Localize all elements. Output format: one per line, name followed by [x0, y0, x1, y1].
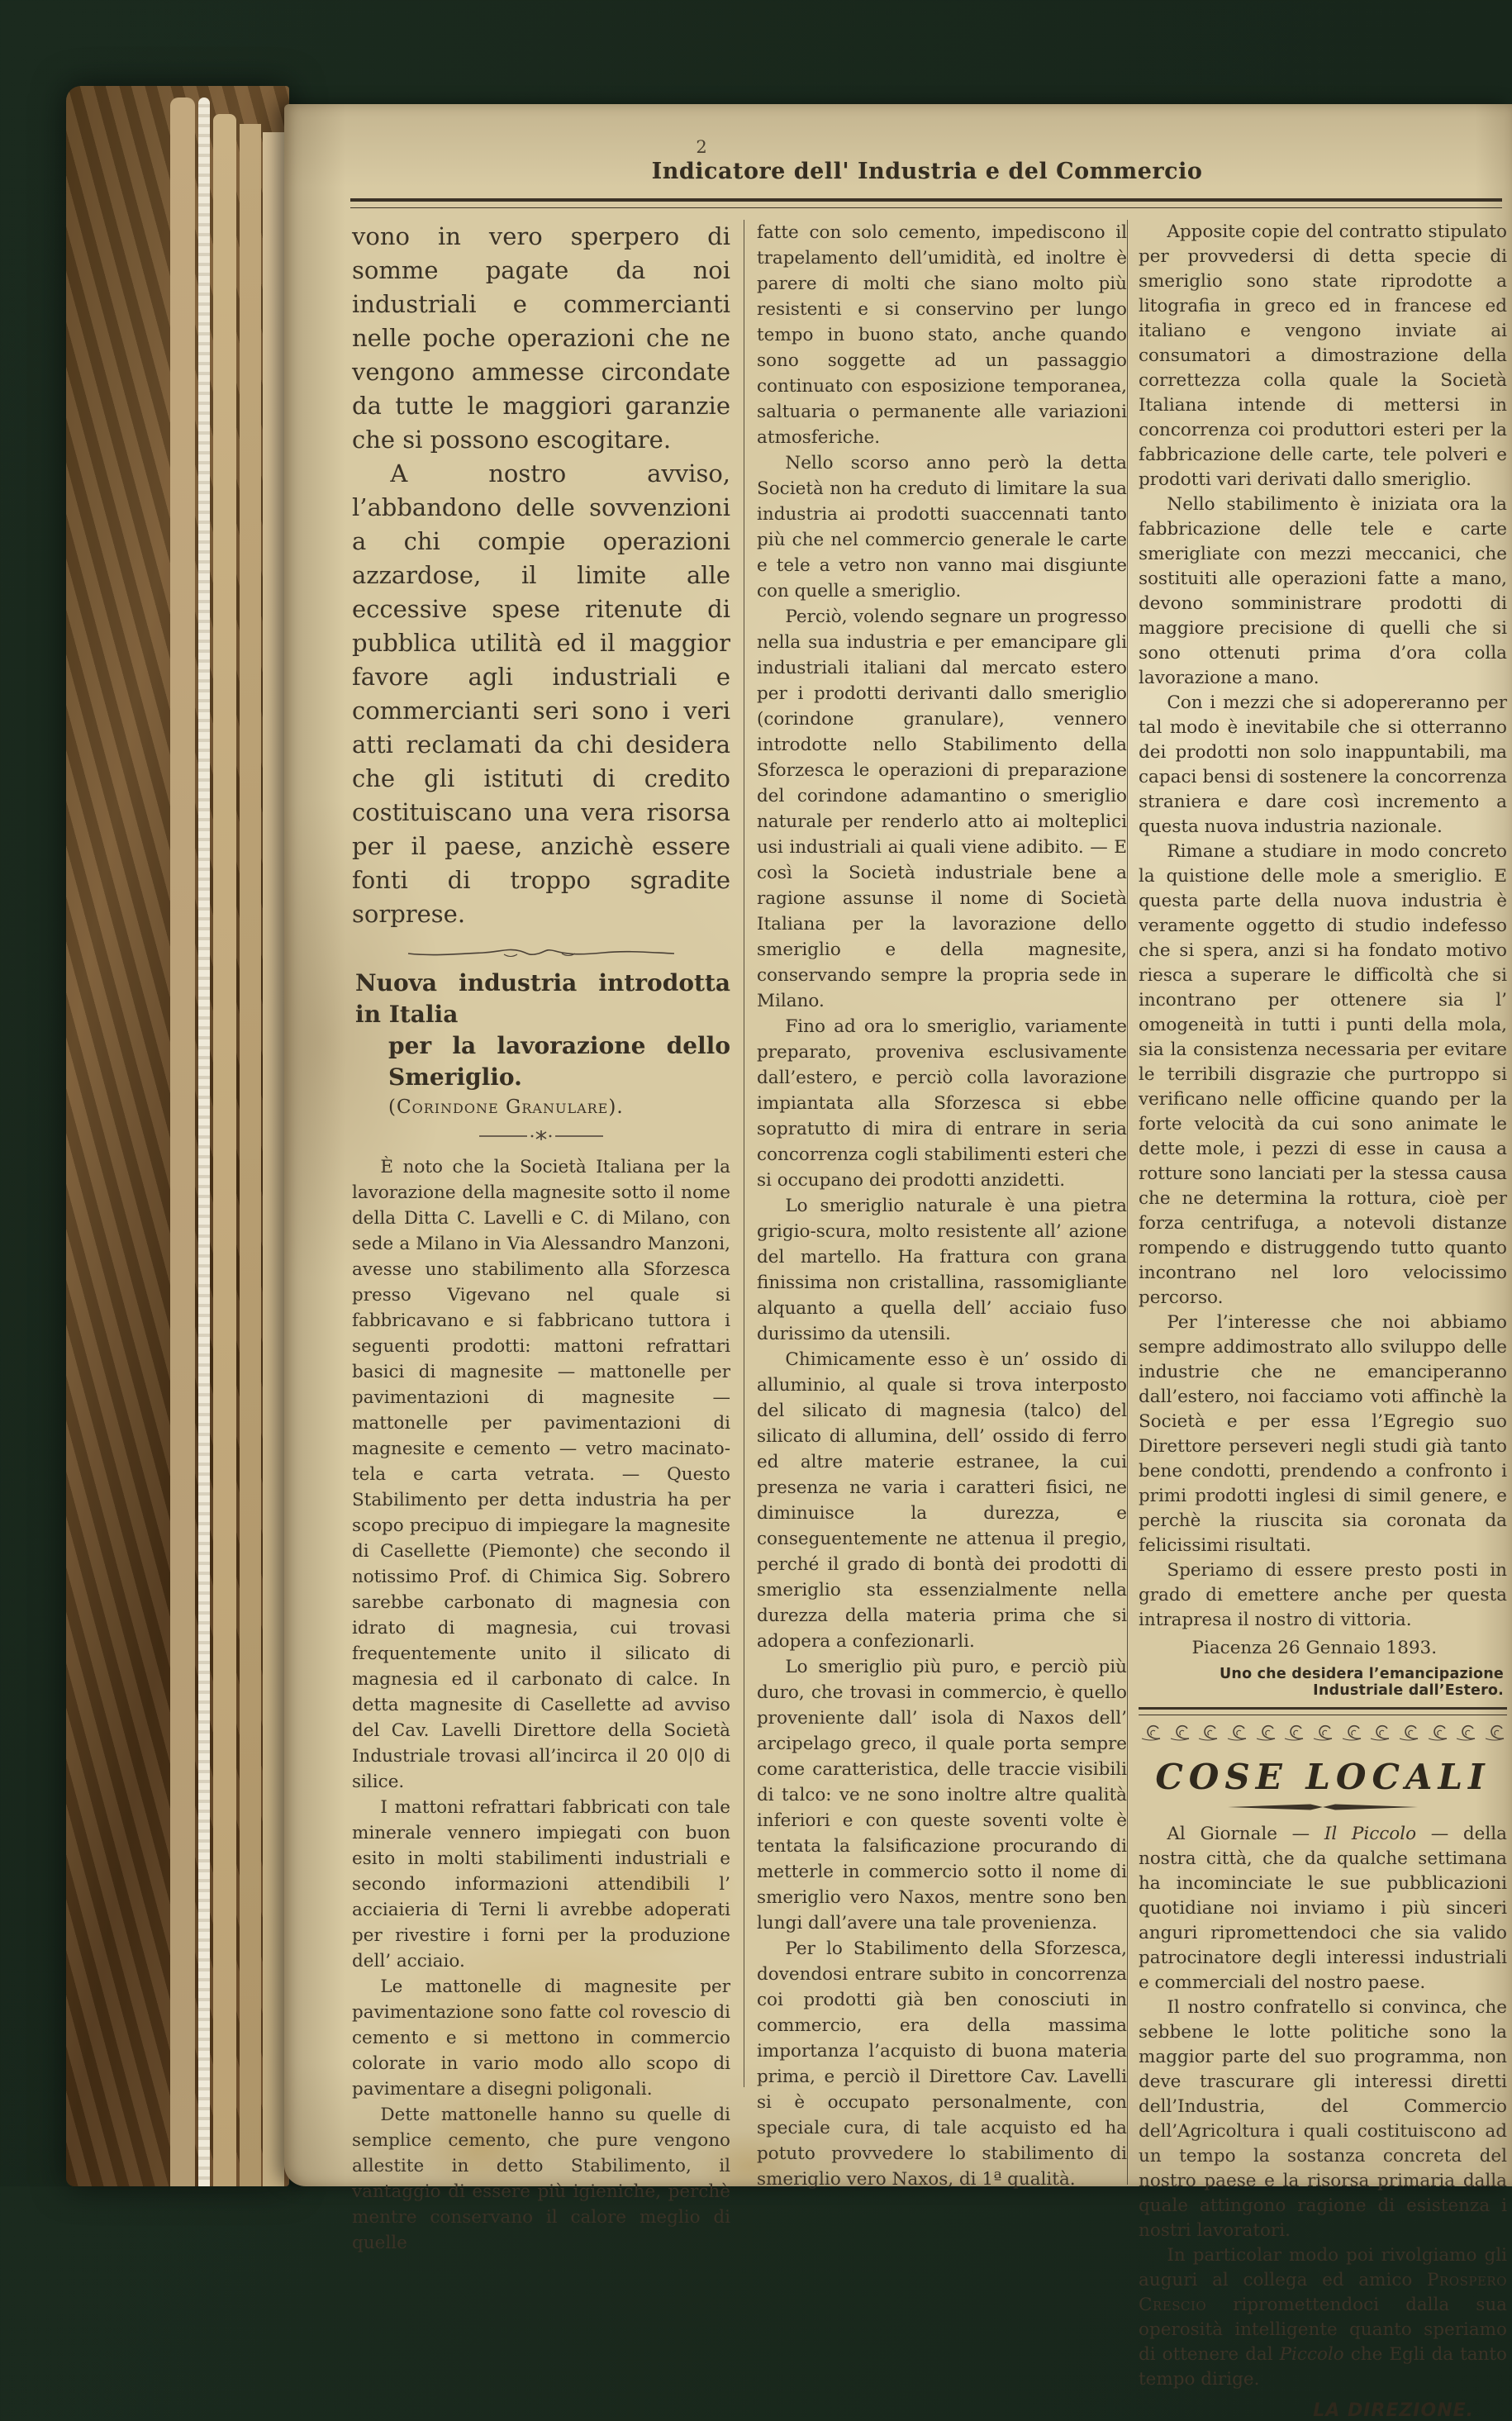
article-title-line1: Nuova industria introdotta in Italia: [355, 969, 730, 1028]
dateline: Piacenza 26 Gennaio 1893.: [1191, 1638, 1438, 1658]
big-text-section: [352, 220, 730, 931]
article-body: [352, 1154, 730, 2256]
paragraph: In particolar modo poi rivolgiamo gli auguri al collega ed amico Prospero Crescio ripromettendoci dalla sua operosità intelligente quanto speriamo di ottenere dal Piccolo che Egli da tanto tempo dirige.: [1139, 2245, 1507, 2390]
text-emphasis: Il Piccolo: [1324, 1824, 1417, 1844]
scroll-ornament-icon: [1140, 1724, 1162, 1741]
scroll-ornament-icon: [1484, 1724, 1505, 1741]
page-edge-strip: [263, 132, 284, 2186]
scroll-ornament-icon: [1169, 1724, 1191, 1741]
paragraph: È noto che la Società Italiana per la lavorazione della magnesite sotto il nome della Ditta C. Lavelli e C. di Milano, con sede a Milano in Via Alessandro Manzoni, avesse uno stabilimento alla Sforzesca presso Vigevano nel quale si fabbricavano e si fabbricano tuttora i seguenti prodotti: mattoni refrattari basici di magnesite — mattonelle per pavimentazioni di magnesite — mattonelle per pavimentazioni di magnesite e cemento — vetro macinato-tela e carta vetrata. — Questo Stabilimento per detta industria ha per scopo precipuo di impiegare la magnesite di Casellette (Piemonte) che secondo il notissimo Prof. di Chimica Sig. Sobrero sarebbe carbonato di magnesia con idrato di magnesia, cui trovasi frequentemente unito il silicato di magnesia ed il carbonato di calce. In detta magnesite di Casellette ad avviso del Cav. Lavelli Direttore della Società Industriale trovasi all’incirca il 20 0|0 di silice.: [352, 1157, 730, 1792]
article-title-line2: per la lavorazione dello Smeriglio.: [388, 1032, 730, 1091]
scroll-ornament-icon: [1283, 1724, 1305, 1741]
scroll-ornament-icon: [1427, 1724, 1448, 1741]
column-2-body: [757, 220, 1127, 2192]
header-rule: [350, 198, 1502, 208]
scroll-ornament-icon: [1398, 1724, 1419, 1741]
paragraph: Al Giornale — Il Piccolo — della nostra città, che da qualche settimana ha incominciate le sue pubblicazioni quotidiane noi inviamo i più sinceri anguri ripromettendoci che sia valido patrocinatore degli interessi industriali e commerciali del nostro paese.: [1139, 1824, 1507, 1993]
journal-title: Indicatore dell' Industria e del Commercio: [651, 159, 1203, 184]
section-signoff: LA DIREZIONE.: [1313, 2400, 1474, 2421]
column-3-body: [1139, 220, 1507, 1633]
scroll-ornament-icon: [1226, 1724, 1248, 1741]
paragraph: Rimane a studiare in modo concreto la quistione delle mole a smeriglio. E questa parte della nuova industria è veramente oggetto di studio indefesso che si spera, anzi si ha fondato motivo riesca a superare le difficoltà che si incontrano per ottenere sia l’ omogeneità in tutti i punti della mola, sia la consistenza necessaria per evitare le terribili disgrazie che purtroppo si verificano nelle officine quando per la forte velocità da cui sono animate le dette mole, i pezzi di esse in causa a rotture sono lanciati per la stessa causa che ne determina la rottura, cioè per forza centrifuga, a notevoli distanze rompendo e distruggendo tutto quanto incontrano nel loro velocissimo percorso.: [1139, 841, 1507, 1308]
paragraph: Chimicamente esso è un’ ossido di alluminio, al quale si trova interposto del silicato di magnesia (talco) del silicato di allumina, dell’ ossido di ferro ed altre materie estranee, la cui presenza ne varia i caratteri fisici, ne diminuisce la durezza, e conseguentemente ne attenua il pregio, perché il grado di bontà dei prodotti di smeriglio sta essenzialmente nella durezza della materia prima che si adopera a confezionarli.: [757, 1349, 1127, 1652]
paragraph: Per l’interesse che noi abbiamo sempre addimostrato allo sviluppo delle industrie che ne emanciperanno dall’estero, noi facciamo voti affinchè la Società e per essa l’Egregio suo Direttore perseveri negli studi già tanto bene condotti, prendendo a confronto i primi prodotti inglesi di simil genere, e perchè la riuscita sia coronata da felicissimi risultati.: [1139, 1312, 1507, 1556]
scroll-ornament-icon: [1369, 1724, 1391, 1741]
squiggle-divider-icon: [405, 946, 678, 959]
scroll-ornament-icon: [1455, 1724, 1476, 1741]
paragraph: Nello scorso anno però la detta Società non ha creduto di limitare la sua industria ai prodotti suaccennati tanto più che nel commercio generale le carte e tele a vetro non vanno mai disgiunte con quelle a smeriglio.: [757, 453, 1127, 602]
scroll-ornament-icon: [1312, 1724, 1334, 1741]
page-edge-strip: [198, 98, 210, 2186]
article-title: [352, 968, 730, 1093]
paragraph: Apposite copie del contratto stipulato per provvedersi di detta specie di smeriglio sono state riprodotte a litografia in greco ed in francese ed italiano e vengono inviate ai consumatori a dimostrazione della correttezza colla quale la Società Italiana intende di mettersi in concorrenza coi produttori esteri per la fabbricazione delle carte, tele polveri e prodotti vari derivati dallo smeriglio.: [1139, 221, 1507, 490]
paragraph: vono in vero sperpero di somme pagate da noi industriali e commercianti nelle poche operazioni che ne vengono ammesse circondate da tutte le maggiori garanzie che si possono escogitare.: [352, 222, 730, 454]
column-2: [757, 220, 1127, 2192]
page-number: 2: [696, 137, 707, 157]
paragraph: Per lo Stabilimento della Sforzesca, dovendosi entrare subito in concorrenza coi prodotti già ben conosciuti in commercio, era della massima importanza l’acquisto di buona materia prima, e perciò il Direttore Cav. Lavelli si è occupato personalmente, con speciale cura, di tale acquisto ed ha potuto provvedere lo stabilimento di smeriglio vero Naxos, di 1ª qualità.: [757, 1938, 1127, 2190]
paragraph: I mattoni refrattari fabbricati con tale minerale vennero impiegati con buon esito in molti stabilimenti industriali e secondo informazioni attendibili l’ acciaieria di Terni li avrebbe adoperati per rivestire i forni per la produzione dell’ acciaio.: [352, 1797, 730, 1972]
scroll-ornament-icon: [1197, 1724, 1219, 1741]
section-title: COSE LOCALI: [1155, 1757, 1491, 1797]
paragraph: Con i mezzi che si adopereranno per tal modo è inevitabile che si otterranno dei prodotti non solo inappuntabili, ma capaci bensi di sostenere la concorrenza straniera e dare così incremento a questa nuova industria nazionale.: [1139, 692, 1507, 837]
paragraph: Lo smeriglio più puro, e perciò più duro, che trovasi in commercio, è quello proveniente dall’ isola di Naxos dell’ arcipelago greco, il quale porta sempre come caratteristica, delle traccie visibili di talco: ve ne sono inoltre altre qualità inferiori e con queste soventi volte è tentata la falsificazione procurando di metterle in commercio sotto il nome di smeriglio vero Naxos, mentre sono ben lungi dall’avere una tale provenienza.: [757, 1657, 1127, 1933]
scroll-ornament-row: [1140, 1722, 1505, 1743]
page-edge-strip: [170, 98, 195, 2186]
text-emphasis: Piccolo: [1279, 2344, 1344, 2365]
scroll-ornament-icon: [1341, 1724, 1362, 1741]
page-edge-strip: [240, 124, 261, 2186]
column-1: [352, 220, 730, 2256]
paragraph: A nostro avviso, l’abbandono delle sovvenzioni a chi compie operazioni azzardose, il limite alle eccessive spese ritenute di pubblica utilità ed il maggior favore agli industriali e commercianti seri sono i veri atti reclamati da chi desidera che gli istituti di credito costituiscano una vera risorsa per il paese, anzichè essere fonti di troppo sgradite sorprese.: [352, 459, 730, 928]
page: [284, 104, 1512, 2421]
column-3: [1139, 220, 1507, 2421]
paragraph: Perciò, volendo segnare un progresso nella sua industria e per emancipare gli industriali italiani dal mercato estero per i prodotti derivanti dallo smeriglio (corindone granulare), vennero introdotte nello Stabilimento della Sforzesca le operazioni di preparazione del corindone adamantino o smeriglio naturale per renderlo atto ai molteplici usi industriali ai quali viene adibito. — E così la Società industriale bene a ragione assunse il nome di Società Italiana per la lavorazione dello smeriglio e della magnesite, conservando sempre la propria sede in Milano.: [757, 606, 1127, 1011]
section-body: [1139, 1822, 1507, 2392]
paragraph: Nello stabilimento è iniziata ora la fabbricazione delle tele e carte smerigliate con mezzi meccanici, che sostituiti alle operazioni fatte a mano, devono somministrare prodotti di maggiore precisione di quelli che si sono ottenuti prima d’ora colla lavorazione a mano.: [1139, 494, 1507, 688]
paragraph: Speriamo di essere presto posti in grado di emettere anche per questa intrapresa il nostro di vittoria.: [1139, 1560, 1507, 1630]
paragraph: Il nostro confratello si convinca, che sebbene le lotte politiche sono la maggior parte del suo programma, non deve trascurare gli interessi diretti dell’Industria, del Commercio dell’Agricoltura i quali costituiscono ad un tempo la sostanza concreta del nostro paese e la risorsa primaria dalla quale attingono ragione di esistenza i nostri lavoratori.: [1139, 1997, 1507, 2241]
tapered-divider-icon: [1228, 1802, 1418, 1812]
end-article-rule: [1139, 1707, 1507, 1715]
article-subtitle: (Corindone Granulare).: [388, 1096, 624, 1118]
text-emphasis: Prospero Crescio: [1139, 2270, 1507, 2315]
scroll-ornament-icon: [1255, 1724, 1277, 1741]
column-divider: [1127, 220, 1128, 2185]
paragraph: Fino ad ora lo smeriglio, variamente preparato, proveniva esclusivamente dall’estero, e perciò colla lavorazione impiantata alla Sforzesca si ebbe sopratutto di mira di entrare in seria concorrenza cogli stabilimenti esteri che si occupano dei prodotti anzidetti.: [757, 1016, 1127, 1191]
paragraph: Lo smeriglio naturale è una pietra grigio-scura, molto resistente all’ azione del martello. Ha frattura con grana finissima non cristallina, rassomigliante alquanto a quella dell’ acciaio fuso durissimo da utensili.: [757, 1196, 1127, 1344]
signature: Uno che desidera l’emancipazione Industriale dall’Estero.: [1220, 1666, 1504, 1699]
paragraph: Dette mattonelle hanno su quelle di semplice cemento, che pure vengono allestite in detto Stabilimento, il vantaggio di essere più igieniche, perchè mentre conservano il calore meglio di quelle: [352, 2105, 730, 2253]
paragraph: Le mattonelle di magnesite per pavimentazione sono fatte col rovescio di cemento e si mettono in commercio colorate in vario modo allo scopo di pavimentare a disegni poligonali.: [352, 1976, 730, 2100]
paragraph: fatte con solo cemento, impediscono il trapelamento dell’umidità, ed inoltre è parere di molti che siano molto più resistenti e si conservino per lungo tempo in buono stato, anche quando sono soggette ad un passaggio continuato con esposizione temporanea, saltuaria o permanente alle variazioni atmosferiche.: [757, 222, 1127, 448]
page-edge-strip: [213, 114, 236, 2186]
asterisk-divider-icon: [479, 1128, 603, 1143]
